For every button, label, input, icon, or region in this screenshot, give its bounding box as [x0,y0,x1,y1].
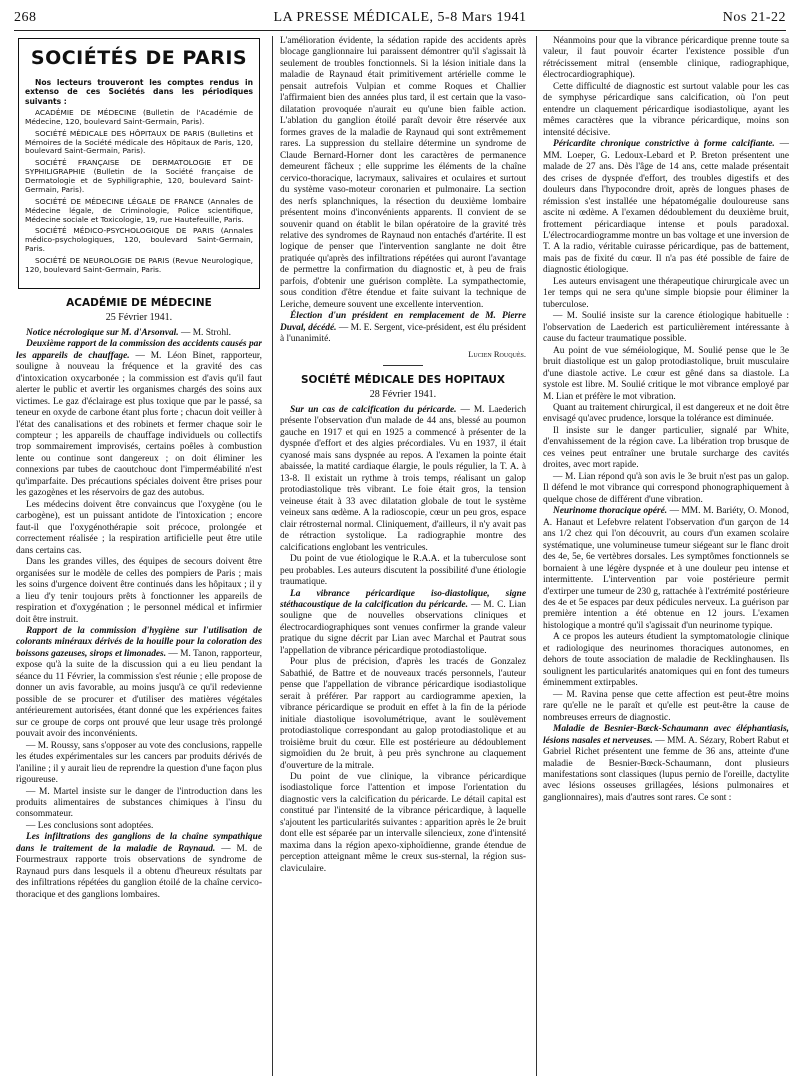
article-1-text: — M. Laederich présente l'observation d'un malade de 44 ans, blessé au poumon gauche en 1917 et qui en 1925 a commencé à présenter de la dyspnée d'effort et des algies précordiales. Vu en 1937, il était cyanosé mais sans dyspnée au repos. A l'examen la pointe était abaissée, la matité cardiaque élargie, le pouls régulier, la T. A. à 13-8. Il existait un rythme à trois temps, réalisant un galop protodiastolique très vibrant. Le foie était gros, la tension veineuse était à 33 avec dilatation globale de tout le système veineux sans œdème. A la radioscopie, cœur un peu gros, espace clair rétrosternal normal. Cliniquement, d'ailleurs, il n'y avait pas de rétraction systolique. La radiographie montre des calcifications englobant les ventricules. [280,405,526,553]
academie-title: ACADÉMIE DE MÉDECINE [66,296,212,309]
article-3-paragraph-4: Au point de vue séméiologique, M. Soulié pense que le 3e bruit diastolique est un galop protodiastolique, bruit musculaire d'une diastole active. Le cœur est gêné dans sa diastole. La systole est libre. M. Soulié critique le mot vibrance employé par M. Lian et préfère le mot vibration. [543,345,789,402]
article-3-title: Péricardite chronique constrictive à forme calcifiante. [553,139,775,150]
election-text: — M. E. Sergent, vice-président, est élu président à l'unanimité. [280,322,526,345]
section-rule [383,365,423,366]
societes-title: SOCIÉTÉS DE PARIS [30,47,248,69]
article-4-paragraph [543,506,789,632]
report-3-paragraph-2: L'amélioration évidente, la sédation rapide des accidents après blocage ganglionnaire lui paraissent démontrer qu'il s'agissait là seulement de troubles fonctionnels. Si la lésion initiale dans la maladie de Raynaud était primitivement artérielle comme le pensait autrefois Vulpian et comme Roques et Challier l'affirmaient bien des années plus tard, il est certain que la vaso-dilatation provoquée n'aurait eu qu'une bien faible action. L'ablation du ganglion étoilé paraît devoir être réservée aux formes graves de la maladie de Raynaud qui sont extrêmement rares. La suppression du stellaire détermine un syndrome de Claude Bernard-Horner dont les caractères de permanence demeurent fâcheux ; elle supprime les éléments de la chaîne cervico-thoracique, lacrymaux, salivaires et oculaires et surtout du système vaso-moteur coronarien et pulmonaire. La section des nerfs splanchniques, la résection du deuxième lombaire présentent moins d'inconvénients apparents. Il convient de se souvenir quand on établit le bilan opératoire de la gravité très relative des syndromes de Raynaud non entachés d'artérite. Il est logique de penser que l'intervention sanglante ne doit être pratiquée qu'après des infiltrations répétées qui auront l'avantage de permettre la confirmation du diagnostic et, à peu de frais parfois, d'obtenir une guérison complète. La sympathectomie, sous condition d'être étendue et faite suivant la technique de Leriche, demeure souvent une excellente intervention. [280,36,526,310]
article-5-title: Maladie de Besnier-Bœck-Schaumann avec éléphantiasis, lésions nasales et nerveuses. [543,724,789,746]
academie-date: 25 Février 1941. [105,311,173,323]
hopitaux-date: 28 Février 1941. [369,388,437,400]
article-3-paragraph-5: Quant au traitement chirurgical, il est dangereux et ne doit être envisagé qu'avec prudence, lorsque la tolérance est diminuée. [543,403,789,425]
page-number: 268 [14,10,37,25]
article-5-text: — MM. A. Sézary, Robert Rabut et Gabriel Richet présentent une femme de 36 ans, atteinte d'une maladie de Besnier-Bœck-Schaumann, dont plusieurs manifestations sont classiques (lupus pernio de l'oreille, dactylite avec lésions osseuses grillagées, lésions pulmonaires et ganglionnaires), mais d'autres sont rares. Ce sont : [543,735,789,803]
issue-number: Nos 21-22 [722,10,786,25]
societe-entry: SOCIÉTÉ FRANÇAISE DE DERMATOLOGIE ET DE SYPHILIGRAPHIE (Bulletin de la Société française de Dermatologie et de Syphiligraphie, 120, boulevard Saint-Germain, Paris). [25,158,253,194]
societe-entry: SOCIÉTÉ MÉDICALE DES HÔPITAUX DE PARIS (Bulletins et Mémoires de la Société médicale des Hôpitaux de Paris, 120, boulevard Saint-Germain, Paris). [25,128,253,156]
article-2-text: — M. C. Lian souligne que de nouvelles observations cliniques et électrocardiographiques sont venues confirmer la grande valeur pratique du signe décrit par Lian avec Marchal et Pautrat sous l'appellation de vibrance péricardique protodiastolique. [280,599,526,656]
societes-intro: Nos lecteurs trouveront les comptes rendus in extenso de ces Sociétés dans les périodiques suivants : [25,78,253,106]
report-1-paragraph-3: Dans les grandes villes, des équipes de secours doivent être organisées sur le modèle de celles des pompiers de Paris ; mais les soins d'urgence doivent être continués dans les hôpitaux ; il y a lieu d'y tenir toujours prêts à fonctionner les appareils de respiration et d'oxygénation ; le personnel médical et infirmier doit être instruit. [16,557,262,625]
report-3-text: — M. de Fourmestraux rapporte trois observations de syndrome de Raynaud purs dans lesquels il a obtenu d'heureux résultats par des infiltrations répétées du ganglion étoilé de la chaîne cervico-thoracique et des ganglions lombaires. [16,843,262,900]
article-3-paragraph-2: Les auteurs envisagent une thérapeutique chirurgicale avec un 1er temps qui ne sera qu'une simple biopsie pour éliminer la tuberculose. [543,276,789,310]
societe-entry: SOCIÉTÉ DE NEUROLOGIE DE PARIS (Revue Neurologique, 120, boulevard Saint-Germain, Paris. [25,256,253,274]
article-4-paragraph-2: A ce propos les auteurs étudient la symptomatologie clinique et radiologique des neurinomes thoraciques autonomes, en dehors de toute association de maladie de Recklinghausen. Ils soulignent les particularités anatomiques qui en font des tumeurs éminemment extirpables. [543,632,789,689]
election-title: Élection d'un président en remplacement de M. Pierre Duval, décédé. [280,311,526,333]
election-paragraph [280,311,526,345]
report-1-title: Deuxième rapport de la commission des accidents causés par les appareils de chauffage. [16,339,262,361]
notice-rest: — M. Strohl. [178,327,231,338]
article-2-title: La vibrance péricardique iso-diastolique, signe stéthacoustique de la calcification du péricarde. [280,588,526,610]
report-2-paragraph [16,626,262,741]
article-3-paragraph-6: Il insiste sur le danger particulier, signalé par White, d'envahissement de la région cave. La libération trop brusque de ces veines peut entraîner une brutale surcharge des cavités droites, avec mort rapide. [543,425,789,471]
report-1-paragraph [16,339,262,500]
column-2 [280,36,526,1076]
report-3-title: Les infiltrations des ganglions de la chaîne sympathique dans le traitement de la maladie de Raynaud. [16,832,262,854]
hopitaux-title: SOCIÉTÉ MÉDICALE DES HOPITAUX [300,374,506,387]
column-3 [543,36,789,1076]
report-2-paragraph-2: — M. Roussy, sans s'opposer au vote des conclusions, rappelle les études expérimentales sur les cancers par produits dérivés de l'aniline ; il y aurait lieu de reprendre la question d'une façon plus rigoureuse. [16,740,262,786]
article-4-paragraph-3: — M. Ravina pense que cette affection est peut-être moins rare qu'elle ne le paraît et qu'elle est peut-être la cause de nombreuses erreurs de diagnostic. [543,689,789,723]
societe-entry: SOCIÉTÉ MÉDICO-PSYCHOLOGIQUE DE PARIS (Annales médico-psychologiques, 120, boulevard Saint-Germain, Paris. [25,226,253,254]
article-3-paragraph-3: — M. Soulié insiste sur la carence étiologique habituelle : l'observation de Laederich est particulièrement intéressante à cause du facteur traumatique possible. [543,311,789,345]
article-3-paragraph-7: — M. Lian répond qu'à son avis le 3e bruit n'est pas un galop. Il défend le mot vibrance qui correspond phonographiquement à quelque chose de différent d'une vibration. [543,471,789,505]
report-2-title: Rapport de la commission d'hygiène sur l'utilisation de colorants minéraux dérivés de la houille pour la coloration des boissons gazeuses, sirops et limonades. [16,625,262,659]
article-4-text: — MM. M. Bariéty, O. Monod, A. Hanaut et Lefebvre relatent l'observation d'un garçon de 14 ans 1/2 chez qui l'on découvrit, au cours d'un examen scolaire systématique, une volumineuse tumeur siégeant sur le flanc droit des 4e, 5e, 6e vertèbres dorsales. Les symptômes fonctionnels se bornaient à une légère dyspnée et à une douleur peu intense et intermittente. L'intervention par voie postérieure permit d'extirper une tumeur de 230 g, rattachée à l'extrémité postérieure des 4e et 5e espaces par deux pédicules nerveux. La guérison par première intention a été obtenue en 12 jours. L'examen histologique a montré qu'il s'agissait d'un neurinome typique. [543,506,789,631]
header-rule [14,30,786,31]
article-5-paragraph [543,724,789,804]
signature: Lucien Rouquès. [468,348,526,359]
article-3-text: — MM. Loeper, G. Ledoux-Lebard et P. Breton présentent une malade de 27 ans. Dès l'âge de 14 ans, cette malade présentait des crises de dyspnée d'effort, des troubles digestifs et des douleurs dans l'hypocondre droit, après de longues phases de rémission s'est installée une hépatomégalie douloureuse sans ascite ni œdème. A l'examen dédoublement du deuxième bruit, frottement péricardiaque intense et pouls paradoxal. L'électrocardiogramme montre un bas voltage et une inversion de T. A la radio, véritable cuirasse péricardique, pas de battement, mais pas de fixité du cœur. Il n'a pas été possible de faire de diagnostic étiologique. [543,139,789,276]
article-4-title: Neurinome thoracique opéré. [553,506,668,517]
report-1-text: — M. Léon Binet, rapporteur, souligne à nouveau la fréquence et la gravité des cas d'intoxication oxycarbonée ; la commission est d'avis qu'il faut alerter le public et avertir les organismes chargés des soins aux victimes. Le gaz d'éclairage est plus toxique que par le passé, sa teneur en oxyde de carbone étant plus forte ; chacun doit veiller à l'état des canalisations et des robinets et fermer chaque soir le compteur ; les appareils de chauffage individuels ou collectifs trop sommairement improvisés, certains poêles à combustion lente ou continue sont dangereux ; on doit éliminer les connexions par tubes de caoutchouc dont l'imperméabilité n'est qu'imparfaite. Des précautions spéciales doivent être prises pour les gazogènes et les réservoirs de gaz des autobus. [16,350,262,499]
page-header [14,8,786,30]
notice-paragraph [16,328,262,339]
article-2-paragraph-3: Du point de vue clinique, la vibrance péricardique isodiastolique force l'attention et impose l'orientation du diagnostic vers la calcification du péricarde. Le détail capital est constitué par l'intensité de la vibrance péricardique, à laquelle s'ajoutent les particularités suivantes : apparition après le 2e bruit dont elle est séparée par un intervalle silencieux, zone d'intensité maxima dans la région apexo-xiphoïdienne, grande étendue de perception atteignant même le creux sus-sternal, la région sus-claviculaire. [280,772,526,874]
report-1-paragraph-2: Les médecins doivent être convaincus que l'oxygène (ou le carbogène), est un puissant antidote de l'intoxication ; encore faut-il que l'oxygénothérapie soit précoce, prolongée et correctement réalisée ; la respiration artificielle peut être utile dans certains cas. [16,499,262,556]
column-1 [16,36,262,1076]
societes-box [18,38,260,289]
column-divider-1 [272,36,273,1076]
article-2-paragraph-5: Cette difficulté de diagnostic est surtout valable pour les cas de symphyse péricardique sans calcification, où l'on peut entendre un claquement péricardique isodiastolique, ayant les mêmes caractères que la vibrance péricardique, moins son intensité décisive. [543,81,789,138]
report-3-paragraph [16,832,262,901]
societe-entry: SOCIÉTÉ DE MÉDECINE LÉGALE DE FRANCE (Annales de Médecine légale, de Criminologie, Police scientifique, Médecine sociale et Toxicologie, 19, rue Hautefeuille, Paris. [25,196,253,224]
report-2-paragraph-3: — M. Martel insiste sur le danger de l'introduction dans les produits alimentaires de substances chimiques à l'insu du consommateur. [16,786,262,820]
article-3-paragraph [543,139,789,277]
report-2-paragraph-4: — Les conclusions sont adoptées. [26,820,154,831]
journal-title: LA PRESSE MÉDICALE, 5-8 Mars 1941 [273,10,527,25]
article-2-paragraph [280,589,526,658]
article-2-paragraph-4: Néanmoins pour que la vibrance péricardique prenne toute sa valeur, il faut pouvoir écarter l'existence possible d'un rétrécissement mitral (ensemble clinique, radiographique, électrocardiographique). [543,36,789,81]
article-1-paragraph [280,405,526,554]
report-2-text: — M. Tanon, rapporteur, expose qu'à la suite de la discussion qui a eu lieu pendant la séance du 11 Février, la commission s'est réunie ; elle propose de donner un avis favorable, au moins jusqu'à ce qu'il redevienne possible de se procurer et d'utiliser des matières végétales antérieurement autorisées, étant donné que les expériences faites sur ce groupe de corps ont prouvé que leur usage très prolongé pouvait avoir des inconvénients. [16,648,262,740]
article-1-title: Sur un cas de calcification du péricarde. [290,405,457,415]
notice-title: Notice nécrologique sur M. d'Arsonval. [26,327,179,338]
column-divider-2 [536,36,537,1076]
societe-entry: ACADÉMIE DE MÉDECINE (Bulletin de l'Académie de Médecine, 120, boulevard Saint-Germain, Paris). [25,107,253,126]
article-1-paragraph-2: Du point de vue étiologique le R.A.A. et la tuberculose sont peu probables. Les auteurs discutent la possibilité d'une étiologie traumatique. [280,554,526,588]
article-2-paragraph-2: Pour plus de précision, d'après les tracés de Gonzalez Sabathié, de Battre et de nouveaux tracés personnels, l'auteur pense que l'appellation de vibrance péricardique isodiastolique serait à préférer. Par rapport au cardiogramme apexien, la vibrance péricardique se produit en effet à la fin de la période initiale diastolique isovolumétrique, avant le soulèvement protodiastolique correspondant au galop protodiastolique et au troisième bruit du cœur. Elle est postérieure au dédoublement sigmoïdien du 2e bruit, à peu près synchrone au claquement d'ouverture de la mitrale. [280,657,526,771]
